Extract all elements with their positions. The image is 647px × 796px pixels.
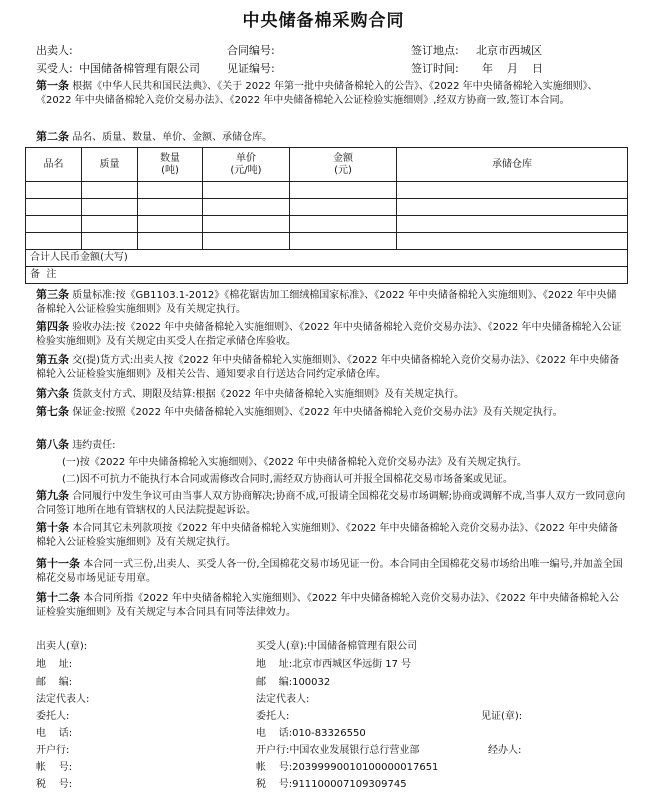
buyer-agent: 委托人:	[256, 711, 290, 722]
seller-agent: 委托人:	[36, 711, 70, 722]
article-1-text: 根据《中华人民共和国民法典》、《关于 2022 年第一批中央储备棉轮入的公告》、《2022 年中央储备棉轮入实施细则》、《2022 年中央储备棉轮入竞价交易办法》、《2022 年中央储备棉轮入公证检验实施细则》,经双方协商一致,签订本合同。	[36, 81, 598, 106]
col-header-unit-price: 单价 (元/吨)	[203, 148, 290, 182]
article-6-text: 货款支付方式、期限及结算:根据《2022 年中央储备棉轮入实施细则》及有关规定执行。	[72, 389, 465, 400]
article-1-head: 第一条	[36, 79, 69, 92]
article-11-text: 本合同一式三份,出卖人、买受人各一份,全国棉花交易市场见证一份。本合同由全国棉花交易市场给出唯一编号,并加盖全国棉花交易市场见证专用章。	[36, 559, 623, 584]
goods-table	[25, 147, 628, 284]
witness-seal: 见证(章):	[481, 711, 523, 722]
article-8-head: 第八条	[36, 438, 69, 451]
article-12	[36, 591, 626, 620]
total-row	[26, 250, 628, 267]
col-header-quality: 质量	[82, 148, 138, 182]
article-5-text: 交(提)货方式:出卖人按《2022 年中央储备棉轮入实施细则》、《2022 年中央储备棉轮入竞价交易办法》、《2022 年中央储备棉轮入公证检验实施细则》及相关公告、通知要求自行送达合同约定承储仓库。	[36, 355, 620, 380]
article-12-text: 本合同所指《2022 年中央储备棉轮入实施细则》、《2022 年中央储备棉轮入竞价交易办法》、《2022 年中央储备棉轮入公证检验实施细则》及有关规定与本合同具有同等法律效力。	[36, 593, 620, 618]
article-4	[36, 320, 626, 349]
seller-tax: 税 号:	[36, 779, 73, 790]
article-11-head: 第十一条	[36, 557, 80, 570]
article-10-head: 第十条	[36, 521, 69, 534]
table-row	[26, 233, 628, 250]
article-9-text: 合同履行中发生争议可由当事人双方协商解决;协商不成,可报请全国棉花交易市场调解;协商或调解不成,当事人双方一致同意向合同签订地所在地有管辖权的人民法院提起诉讼。	[36, 491, 626, 516]
article-1	[36, 79, 626, 108]
sign-place-label: 签订地点:	[411, 44, 459, 57]
article-12-head: 第十二条	[36, 591, 80, 604]
buyer-legal-rep: 法定代表人:	[256, 694, 310, 705]
seller-legal-rep: 法定代表人:	[36, 694, 90, 705]
buyer-account: 帐 号:20399990010100000017651	[256, 762, 439, 773]
article-5	[36, 353, 626, 382]
article-6	[36, 387, 626, 402]
article-8-item-2: (二)因不可抗力不能执行本合同或需修改合同时,需经双方协商认可并报全国棉花交易市场备案或见证。	[62, 474, 513, 485]
article-5-head: 第五条	[36, 353, 69, 366]
seller-account: 帐 号:	[36, 762, 73, 773]
article-2	[36, 130, 626, 145]
col-header-name: 品名	[26, 148, 82, 182]
seller-address: 地 址:	[36, 659, 73, 670]
col-header-warehouse: 承储仓库	[397, 148, 628, 182]
article-10	[36, 521, 626, 550]
table-row	[26, 182, 628, 199]
sign-time-label: 签订时间:	[411, 62, 459, 75]
article-3-head: 第三条	[36, 288, 69, 301]
contract-title: 中央储备棉采购合同	[242, 11, 405, 31]
remark-row	[26, 267, 628, 284]
seller-label: 出卖人:	[36, 44, 73, 57]
buyer-value: 中国储备棉管理有限公司	[79, 62, 200, 75]
article-3-text: 质量标准:按《GB1103.1-2012》《棉花锯齿加工细绒棉国家标准》、《2022 年中央储备棉轮入实施细则》、《2022 年中央储备棉轮入公证检验实施细则》及有关规定执行。	[36, 290, 617, 315]
article-8	[36, 438, 626, 453]
article-8-item-1: (一)按《2022 年中央储备棉轮入实施细则》、《2022 年中央储备棉轮入竞价交易办法》及有关规定执行。	[62, 457, 528, 468]
buyer-postcode: 邮 编:100032	[256, 677, 331, 688]
contract-no-label: 合同编号:	[227, 44, 275, 57]
col-header-quantity: 数量 (吨)	[138, 148, 203, 182]
table-header-row	[26, 148, 628, 182]
buyer-bank: 开户行:中国农业发展银行总行营业部	[256, 745, 420, 756]
buyer-label: 买受人:	[36, 62, 73, 75]
buyer-address: 地 址:北京市西城区华远街 17 号	[256, 659, 412, 670]
col-header-amount: 金额 (元)	[290, 148, 397, 182]
article-7-text: 保证金:按照《2022 年中央储备棉轮入实施细则》、《2022 年中央储备棉轮入竞价交易办法》及有关规定执行。	[72, 407, 563, 418]
article-7-head: 第七条	[36, 405, 69, 418]
article-8-text: 违约责任:	[72, 440, 116, 451]
total-label: 合计人民币金额(大写)	[26, 250, 628, 267]
seller-postcode: 邮 编:	[36, 677, 73, 688]
table-row	[26, 199, 628, 216]
article-6-head: 第六条	[36, 387, 69, 400]
article-9	[36, 489, 626, 518]
remark-label: 备 注	[26, 267, 628, 284]
article-10-text: 本合同其它未列款项按《2022 年中央储备棉轮入实施细则》、《2022 年中央储备棉轮入竞价交易办法》、《2022 年中央储备棉轮入公证检验实施细则》及有关规定执行。	[36, 523, 619, 548]
seller-phone: 电 话:	[36, 728, 73, 739]
article-2-head: 第二条	[36, 130, 69, 143]
article-4-text: 验收办法:按《2022 年中央储备棉轮入实施细则》、《2022 年中央储备棉轮入竞价交易办法》、《2022 年中央储备棉轮入公证检验实施细则》及有关规定由买受人在指定承储仓库验收。	[36, 322, 622, 347]
buyer-tax: 税 号:911100007109309745	[256, 779, 407, 790]
sign-time-value: 年 月 日	[482, 62, 543, 75]
table-row	[26, 216, 628, 233]
seller-party: 出卖人(章):	[36, 641, 88, 652]
article-9-head: 第九条	[36, 489, 69, 502]
article-4-head: 第四条	[36, 320, 69, 333]
article-11	[36, 557, 626, 586]
article-2-text: 品名、质量、数量、单价、金额、承储仓库。	[72, 132, 273, 143]
witness-no-label: 见证编号:	[227, 62, 275, 75]
seller-bank: 开户行:	[36, 745, 70, 756]
article-3	[36, 288, 626, 317]
article-7	[36, 405, 626, 420]
buyer-party: 买受人(章):中国储备棉管理有限公司	[256, 641, 418, 652]
sign-place-value: 北京市西城区	[476, 44, 542, 57]
handler: 经办人:	[488, 745, 522, 756]
buyer-phone: 电 话:010-83326550	[256, 728, 366, 739]
